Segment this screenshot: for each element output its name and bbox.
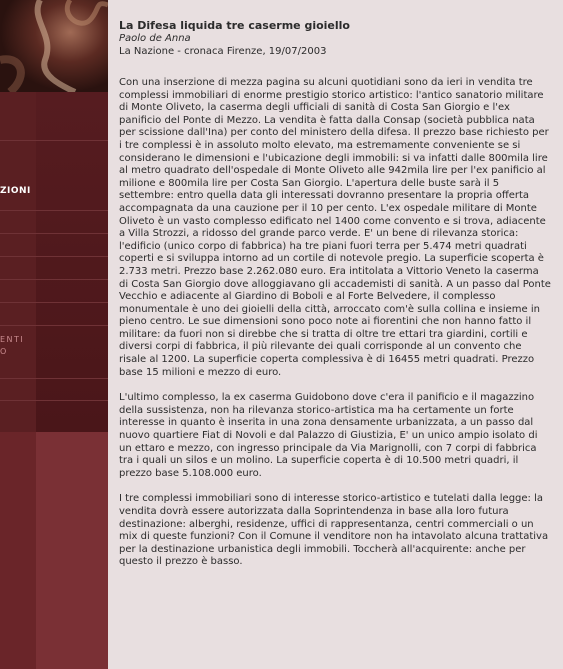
menu-item-label[interactable]: ZIONI <box>0 186 31 196</box>
menu-divider <box>0 140 108 141</box>
menu-divider <box>0 279 108 280</box>
article-author: Paolo de Anna <box>119 33 191 44</box>
menu-divider <box>0 378 108 379</box>
article-paragraph: L'ultimo complesso, la ex caserma Guidobono dove c'era il panificio e il magazzino della sussistenza, non ha rilevanza storico-artistica ma ha certamente un forte interesse in quanto è inserita in una zona densamente urbanizzata, a un passo dal nuovo quartiere Fiat di Novoli e dal Palazzo di Giustizia, E' un unico ampio isolato di un ettaro e mezzo, con ingresso principale da Via Marignolli, con 7 corpi di fabbrica tra i quali un silos e un molino. La superficie coperta è di 10.500 metri quadri, il prezzo base 5.108.000 euro. <box>119 392 538 479</box>
article-paragraph: Con una inserzione di mezza pagina su alcuni quotidiani sono da ieri in vendita tre complessi immobiliari di enorme prestigio storico artistico: l'antico sanatorio militare di Monte Oliveto, la caserma degli ufficiali di sanità di Costa San Giorgio e l'ex panificio del Ponte di Mezzo. La vendita è fatta dalla Consap (società pubblica nata per scissione dall'Ina) per conto del ministero della difesa. Il prezzo base richiesto per i tre complessi è in assoluto molto elevato, ma estremamente conveniente se si considerano le dimensioni e l'ubicazione degli immobili: si va infatti dalle 800mila lire al metro quadrato dell'ospedale di Monte Oliveto alle 942mila lire per l'ex panificio al milione e 800mila lire per Costa San Giorgio. L'apertura delle buste sarà il 5 settembre: entro quella data gli interessati dovranno presentare la propria offerta accompagnata da una cauzione per il 10 per cento. L'ex ospedale militare di Monte Oliveto è un vasto complesso edificato nel 1400 come convento e si trova, adiacente a Villa Strozzi, a ridosso del grande parco verde. E' un bene di rilevanza storica: l'edificio (unico corpo di fabbrica) ha tre piani fuori terra per 5.474 metri quadrati coperti e si sviluppa intorno ad un cortile di notevole pregio. La superficie scoperta è 2.733 metri. Prezzo base 2.262.080 euro. Era intitolata a Vittorio Veneto la caserma di Costa San Giorgio dove alloggiavano gli accademisti di sanità. A un passo dal Ponte Vecchio e adiacente al Giardino di Boboli e al Forte Belvedere, il complesso monumentale è uno dei gioielli della città, arroccato com'è sulla collina e insieme in pieno centro. Le sue dimensioni sono poco note ai fiorentini che non hanno fatto il militare: da fuori non si direbbe che si tratta di oltre tre ettari tra giardini, cortili e diversi corpi di fabbrica, il più rilevante dei quali corrisponde al un convento che risale al 1200. La superficie coperta complessiva è di 16455 metri quadrati. Prezzo base 15 milioni e mezzo di euro. <box>119 77 551 378</box>
menu-divider <box>0 400 108 401</box>
menu-item-label[interactable]: O <box>0 347 8 356</box>
article <box>119 19 551 582</box>
header-image <box>0 0 108 92</box>
menu-divider <box>0 325 108 326</box>
menu-divider <box>0 210 108 211</box>
left-sidebar <box>0 0 108 669</box>
menu-item-label[interactable]: ENTI <box>0 335 25 344</box>
menu-divider <box>0 256 108 257</box>
menu-divider <box>0 233 108 234</box>
article-title: La Difesa liquida tre caserme gioiello <box>119 19 350 32</box>
article-paragraph: I tre complessi immobiliari sono di interesse storico-artistico e tutelati dalla legge: la vendita dovrà essere autorizzata dalla Soprintendenza in base alla loro futura destinazione: alberghi, residenze, uffici di rappresentanza, centri commerciali o un mix di queste funzioni? Con il Comune il venditore non ha intavolato alcuna trattativa per la destinazione urbanistica degli immobili. Toccherà all'acquirente: anche per questo il prezzo è basso. <box>119 493 549 568</box>
menu-divider <box>0 302 108 303</box>
article-source: La Nazione - cronaca Firenze, 19/07/2003 <box>119 46 327 57</box>
sidebar-lower-strip <box>0 432 36 669</box>
